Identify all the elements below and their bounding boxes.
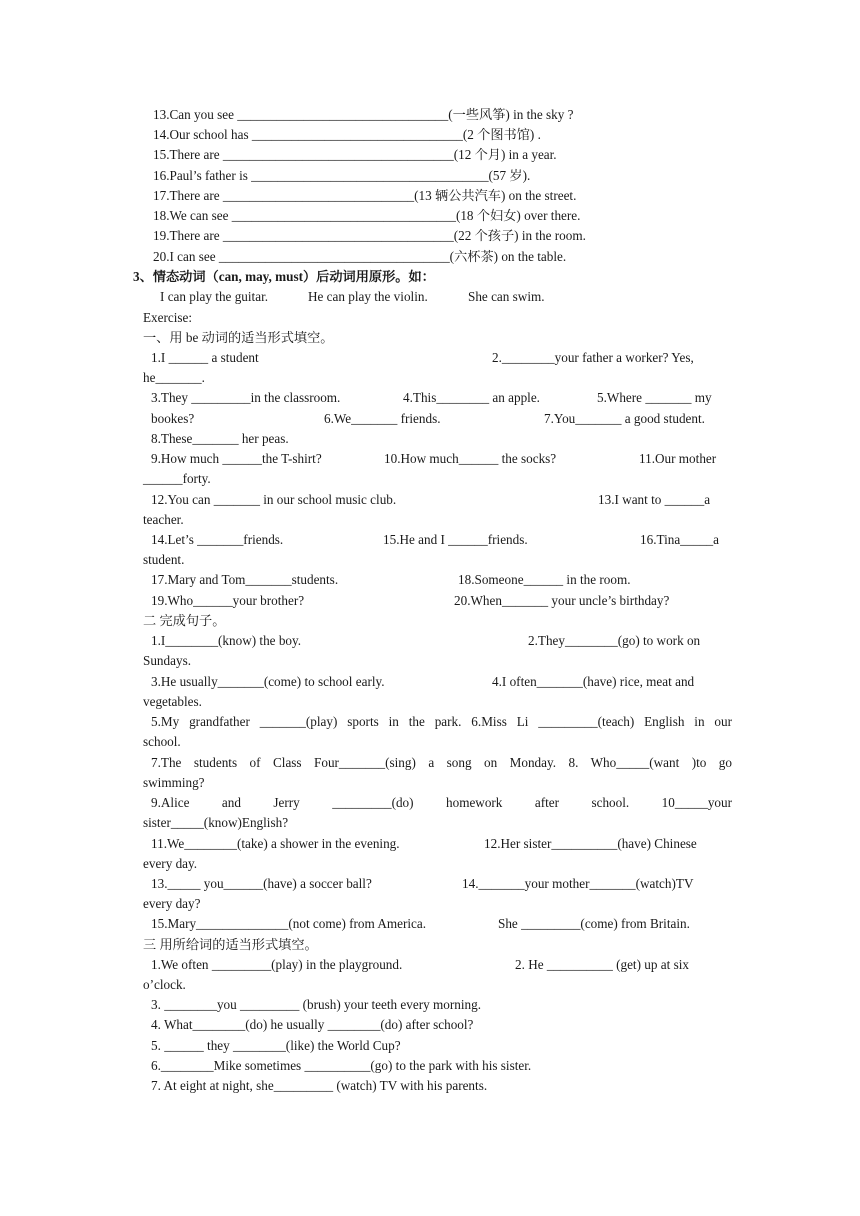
exercise-line: 15.Mary______________(not come) from America. She _________(come) from Britain.: [151, 916, 690, 931]
section-title: 二 完成句子。: [143, 613, 226, 628]
exercise-line: every day.: [143, 856, 198, 871]
translate-item: 15.There are ___________________________________(12 个月) in a year.: [153, 147, 557, 162]
exercise-line: teacher.: [143, 512, 184, 527]
exercise-line: he_______.: [143, 370, 205, 385]
translate-item: 13.Can you see ________________________________(一些风筝) in the sky ?: [153, 107, 574, 122]
exercise-line: Sundays.: [143, 653, 191, 668]
exercise-line: ______forty.: [143, 471, 211, 486]
example-sentence: She can swim.: [468, 289, 545, 304]
exercise-line: 1.I________(know) the boy. 2.They________(go) to work on: [151, 633, 701, 648]
exercise-line: every day?: [143, 896, 201, 911]
exercise-line: 3.He usually_______(come) to school early. 4.I often_______(have) rice, meat and: [151, 674, 695, 689]
exercise-line: bookes? 6.We_______ friends. 7.You_______ a good student.: [151, 411, 705, 426]
exercise-line: 5. ______ they ________(like) the World Cup?: [151, 1038, 401, 1053]
translate-item: 17.There are _____________________________(13 辆公共汽车) on the street.: [153, 188, 577, 203]
translate-item: 20.I can see ___________________________________(六杯茶) on the table.: [153, 249, 567, 264]
exercise-label: Exercise:: [143, 310, 193, 325]
exercise-line: swimming?: [143, 775, 205, 790]
exercise-line: 17.Mary and Tom_______students. 18.Someone______ in the room.: [151, 572, 631, 587]
exercise-line: 19.Who______your brother? 20.When_______ your uncle’s birthday?: [151, 593, 670, 608]
translate-item: 19.There are ___________________________________(22 个孩子) in the room.: [153, 228, 586, 243]
exercise-line: student.: [143, 552, 185, 567]
exercise-line: 13._____ you______(have) a soccer ball? 14._______your mother_______(watch)TV: [151, 876, 694, 891]
section-title: 三 用所给词的适当形式填空。: [143, 937, 318, 952]
exercise-line: 11.We________(take) a shower in the evening. 12.Her sister__________(have) Chinese: [151, 836, 697, 851]
exercise-line: 1.We often _________(play) in the playground. 2. He __________ (get) up at six: [151, 957, 689, 972]
translate-item: 16.Paul’s father is ____________________________________(57 岁).: [153, 168, 531, 183]
exercise-line: 14.Let’s _______friends. 15.He and I ______friends. 16.Tina_____a: [151, 532, 720, 547]
exercise-line: 4. What________(do) he usually ________(do) after school?: [151, 1017, 474, 1032]
translate-item: 14.Our school has ________________________________(2 个图书馆) .: [153, 127, 541, 142]
exercise-line: o’clock.: [143, 977, 186, 992]
exercise-line: 9.How much ______the T-shirt? 10.How much______ the socks? 11.Our mother: [151, 451, 717, 466]
exercise-line: 8.These_______ her peas.: [151, 431, 289, 446]
exercise-line: 6.________Mike sometimes __________(go) to the park with his sister.: [151, 1058, 532, 1073]
exercise-line: sister_____(know)English?: [143, 815, 289, 830]
modal-examples: [143, 287, 732, 307]
example-sentence: He can play the violin.: [308, 289, 428, 304]
exercise-line: 3. ________you _________ (brush) your teeth every morning.: [151, 997, 482, 1012]
exercise-line: 5.My grandfather _______(play) sports in the park. 6.Miss Li _________(teach) English in our: [151, 714, 732, 729]
exercise-line: 7. At eight at night, she_________ (watch) TV with his parents.: [151, 1078, 488, 1093]
exercise-line: 1.I ______ a student 2.________your father a worker? Yes,: [151, 350, 694, 365]
translate-item: 18.We can see __________________________________(18 个妇女) over there.: [153, 208, 581, 223]
example-sentence: I can play the guitar.: [160, 289, 269, 304]
section-title: 一、用 be 动词的适当形式填空。: [143, 330, 334, 345]
exercise-line: 3.They _________in the classroom. 4.This________ an apple. 5.Where _______ my: [151, 390, 712, 405]
exercise-line: 12.You can _______ in our school music club. 13.I want to ______a: [151, 492, 711, 507]
exercise-line: vegetables.: [143, 694, 202, 709]
exercise-line: 9.Alice and Jerry _________(do) homework after school. 10_____your: [151, 795, 732, 810]
modal-heading: 3、情态动词（can, may, must）后动词用原形。如：: [133, 269, 435, 284]
exercise-line: 7.The students of Class Four_______(sing) a song on Monday. 8. Who_____(want )to go: [151, 755, 732, 770]
exercise-line: school.: [143, 734, 181, 749]
